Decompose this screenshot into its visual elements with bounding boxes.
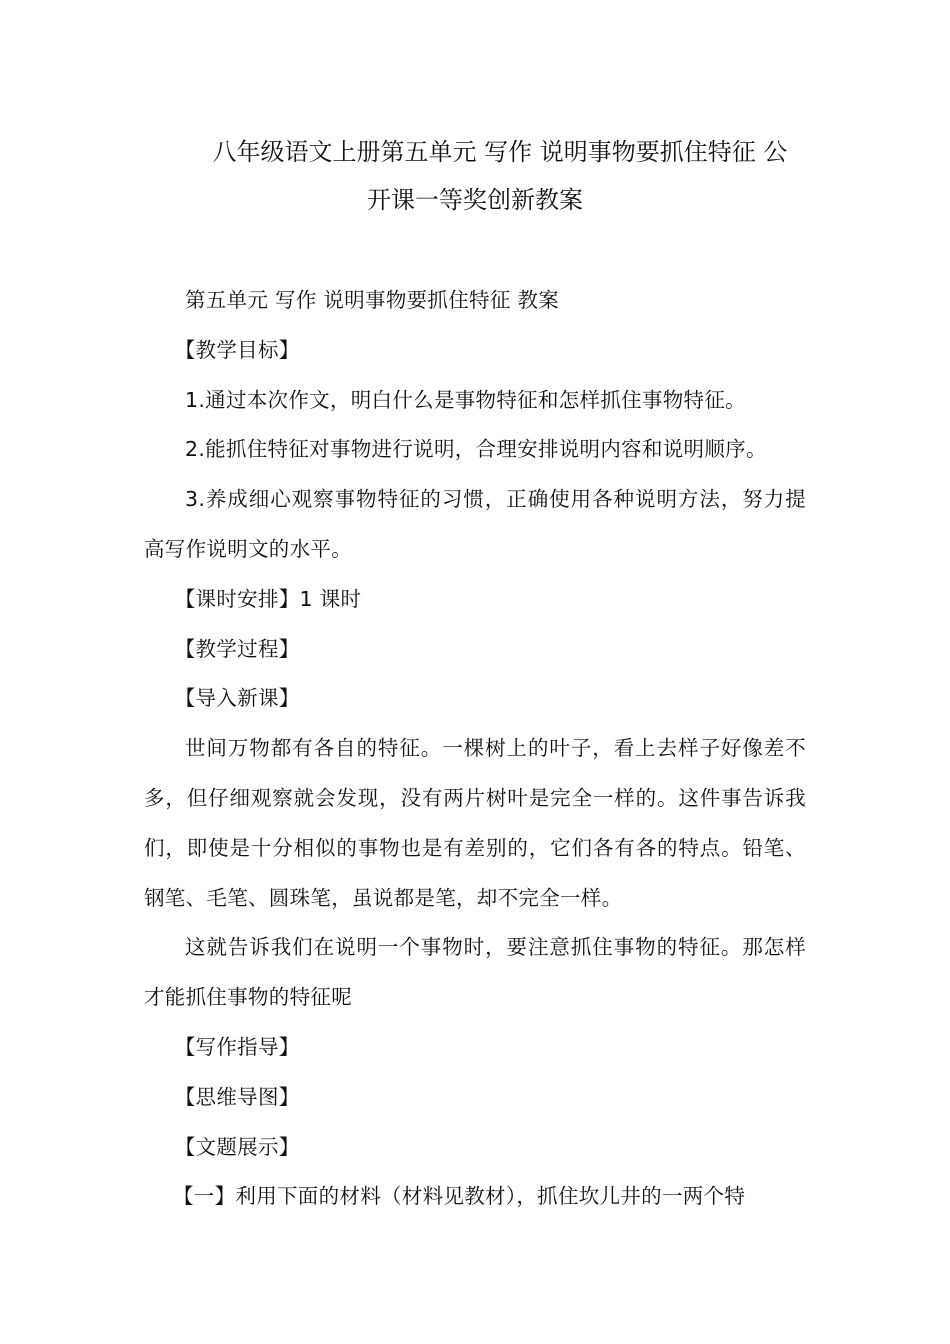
- unit-heading: 第五单元 写作 说明事物要抓住特征 教案: [185, 288, 560, 312]
- intro-paragraph-2: 这就告诉我们在说明一个事物时，要注意抓住事物的特征。那怎样才能抓住事物的特征呢: [144, 935, 806, 1010]
- goal-1: 1.通过本次作文，明白什么是事物特征和怎样抓住事物特征。: [185, 387, 746, 412]
- section-writing-guide: 【写作指导】: [174, 1034, 300, 1059]
- document-body: [144, 276, 806, 1222]
- topic-1: 【一】利用下面的材料（材料见教材），抓住坎儿井的一两个特: [173, 1184, 746, 1209]
- title-line-1: 八年级语文上册第五单元 写作 说明事物要抓住特征 公: [212, 138, 788, 166]
- section-topics: 【文题展示】: [174, 1134, 300, 1159]
- goal-3: 3.养成细心观察事物特征的习惯，正确使用各种说明方法，努力提高写作说明文的水平。: [144, 487, 806, 561]
- section-mind-map: 【思维导图】: [174, 1084, 300, 1109]
- section-teaching-goals: 【教学目标】: [174, 337, 300, 362]
- section-intro: 【导入新课】: [174, 686, 300, 711]
- intro-paragraph-1: 世间万物都有各自的特征。一棵树上的叶子，看上去样子好像差不多，但仔细观察就会发现，没有两片树叶是完全一样的。这件事告诉我们，即使是十分相似的事物也是有差别的，它们各有各的特点。铅笔、钢笔、毛笔、圆珠笔，虽说都是笔，却不完全一样。: [144, 736, 806, 910]
- goal-2: 2.能抓住特征对事物进行说明，合理安排说明内容和说明顺序。: [185, 437, 767, 462]
- section-schedule: 【课时安排】1 课时: [174, 586, 362, 611]
- section-process: 【教学过程】: [174, 636, 300, 661]
- document-title: [144, 128, 806, 224]
- title-line-2: 开课一等奖创新教案: [367, 186, 583, 214]
